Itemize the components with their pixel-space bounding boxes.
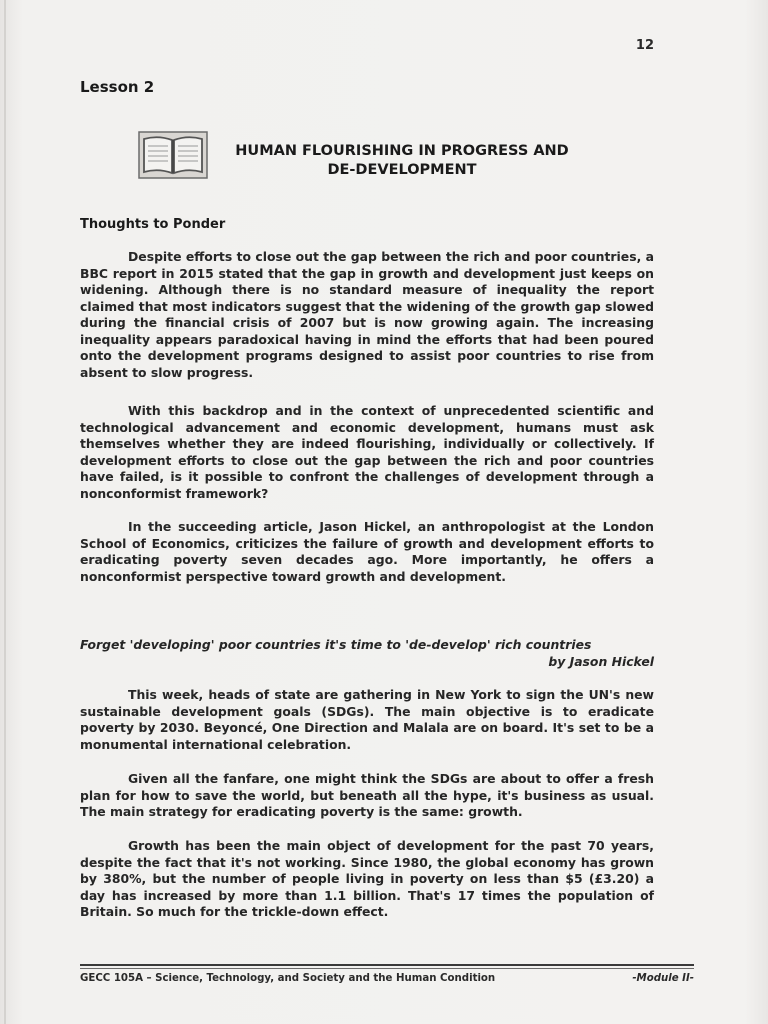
article-title: Forget 'developing' poor countries it's time to 'de-develop' rich countries <box>80 637 592 652</box>
open-book-icon <box>138 131 208 179</box>
intro-paragraph-2: With this backdrop and in the context of unprecedented scientific and technological advancement and economic development, humans must ask themselves whether they are indeed flourishing, individually or collectively. If development efforts to close out the gap between the rich and poor countries have failed, is it possible to confront the challenges of development through a nonconformist framework? <box>80 403 654 501</box>
lesson-heading <box>212 142 592 180</box>
footer-module-label: -Module II- <box>632 973 694 984</box>
lesson-heading-line-2: DE-DEVELOPMENT <box>327 162 477 178</box>
footer-divider <box>80 964 694 966</box>
article-byline: by Jason Hickel <box>548 654 654 669</box>
intro-paragraph-3: In the succeeding article, Jason Hickel, an anthropologist at the London School of Economics, criticizes the failure of growth and development efforts to eradicating poverty seven decades ago. More importantly, he offers a nonconformist perspective toward growth and development. <box>80 519 654 584</box>
footer-course-title: GECC 105A – Science, Technology, and Society and the Human Condition <box>80 973 496 984</box>
article-paragraph-1: This week, heads of state are gathering in New York to sign the UN's new sustainable development goals (SDGs). The main objective is to eradicate poverty by 2030. Beyoncé, One Direction and Malala are on board. It's set to be a monumental international celebration. <box>80 687 654 752</box>
footer-divider-thin <box>80 968 694 969</box>
lesson-label: Lesson 2 <box>80 78 155 96</box>
page-edge-shadow <box>4 0 6 1024</box>
lesson-heading-line-1: HUMAN FLOURISHING IN PROGRESS AND <box>235 143 569 159</box>
page-number: 12 <box>635 38 654 53</box>
article-paragraph-3: Growth has been the main object of development for the past 70 years, despite the fact that it's not working. Since 1980, the global economy has grown by 380%, but the number of people living in poverty on less than $5 (£3.20) a day has increased by more than 1.1 billion. That's 17 times the population of Britain. So much for the trickle-down effect. <box>80 838 654 919</box>
section-title: Thoughts to Ponder <box>80 217 226 232</box>
article-paragraph-2: Given all the fanfare, one might think the SDGs are about to offer a fresh plan for how to save the world, but beneath all the hype, it's business as usual. The main strategy for eradicating poverty is the same: growth. <box>80 771 654 819</box>
intro-paragraph-1: Despite efforts to close out the gap between the rich and poor countries, a BBC report in 2015 stated that the gap in growth and development just keeps on widening. Although there is no standard measure of inequality the report claimed that most indicators suggest that the widening of the growth gap slowed during the financial crisis of 2007 but is now growing again. The increasing inequality appears paradoxical having in mind the efforts that had been poured onto the development programs designed to assist poor countries to rise from absent to slow progress. <box>80 249 654 380</box>
